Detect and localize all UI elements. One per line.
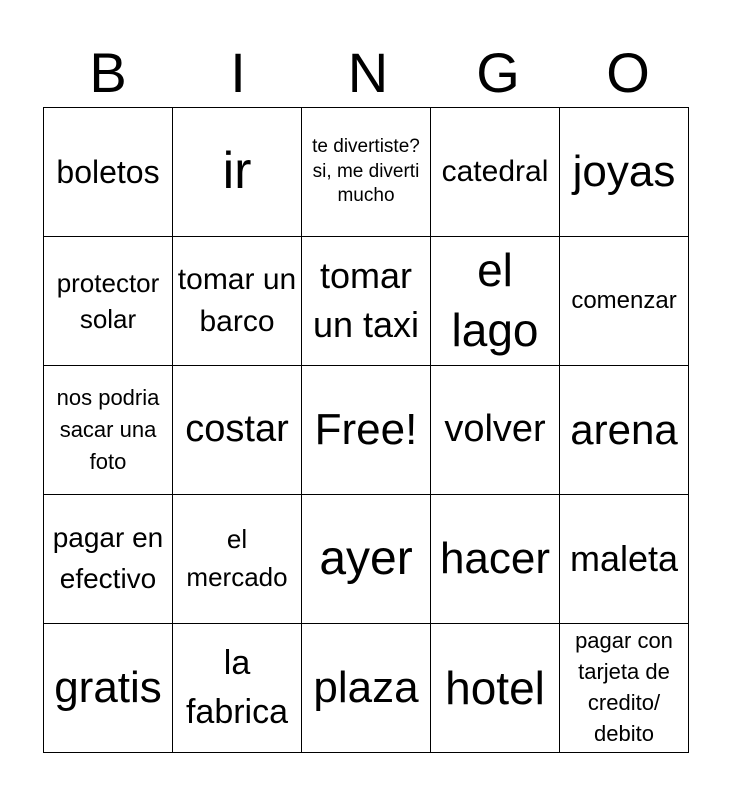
bingo-cell[interactable] (44, 108, 173, 237)
bingo-row (44, 624, 689, 753)
bingo-row (44, 366, 689, 495)
bingo-cell-text: ayer (319, 531, 413, 585)
bingo-cell[interactable] (173, 624, 302, 753)
header-letter-o: O (606, 41, 650, 104)
header-letter-g: G (476, 41, 520, 104)
bingo-cell-text: tomar un taxi (312, 255, 420, 345)
bingo-cell[interactable] (302, 366, 431, 495)
bingo-cell-text: gratis (54, 662, 162, 712)
bingo-cell[interactable] (44, 366, 173, 495)
bingo-cell-text: costar (185, 408, 289, 451)
bingo-cell[interactable] (431, 624, 560, 753)
bingo-cell[interactable] (431, 366, 560, 495)
bingo-cell-text: ir (222, 142, 252, 201)
bingo-cell-text: tomar un barco (177, 263, 297, 338)
bingo-cell-text: te divertiste? si, me diverti mucho (312, 135, 420, 207)
bingo-card-grid (43, 107, 689, 753)
bingo-cell[interactable] (560, 366, 689, 495)
bingo-cell[interactable] (44, 495, 173, 624)
header-letter-n: N (347, 41, 389, 104)
bingo-cell-text: el mercado (186, 524, 288, 592)
bingo-cell[interactable] (173, 237, 302, 366)
bingo-cell-text: hacer (439, 533, 551, 583)
bingo-cell-text: hotel (445, 661, 545, 714)
bingo-row (44, 495, 689, 624)
bingo-row (44, 108, 689, 237)
bingo-cell[interactable] (431, 495, 560, 624)
header-letter-b: B (89, 41, 127, 104)
bingo-cell[interactable] (173, 108, 302, 237)
bingo-cell-text: Free! (314, 404, 418, 454)
bingo-cell-text: volver (444, 408, 546, 451)
bingo-cell[interactable] (302, 108, 431, 237)
bingo-row (44, 237, 689, 366)
bingo-cell[interactable] (560, 624, 689, 753)
bingo-cell[interactable] (560, 495, 689, 624)
bingo-cell[interactable] (173, 495, 302, 624)
bingo-cell-text: arena (570, 405, 678, 453)
bingo-cell[interactable] (560, 237, 689, 366)
bingo-cell-text: pagar con tarjeta de credito/ debito (575, 628, 673, 746)
bingo-header (43, 40, 693, 106)
bingo-cell-text: protector solar (56, 267, 160, 334)
bingo-cell-text: comenzar (571, 287, 677, 315)
bingo-cell-text: catedral (441, 154, 549, 188)
bingo-cell-text: plaza (313, 662, 419, 712)
bingo-cell-text: pagar en efectivo (52, 522, 164, 594)
bingo-cell[interactable] (302, 495, 431, 624)
bingo-cell-text: boletos (56, 153, 160, 190)
bingo-cell-text: nos podria sacar una foto (56, 385, 160, 474)
bingo-cell[interactable] (431, 237, 560, 366)
bingo-cell-text: el lago (451, 244, 539, 356)
bingo-cell[interactable] (44, 624, 173, 753)
header-letter-i: I (230, 41, 246, 104)
bingo-cell-text: la fabrica (185, 643, 289, 731)
bingo-cell-text: joyas (572, 146, 676, 196)
bingo-cell[interactable] (302, 624, 431, 753)
bingo-cell[interactable] (173, 366, 302, 495)
bingo-cell-text: maleta (569, 538, 679, 580)
bingo-cell[interactable] (431, 108, 560, 237)
bingo-cell[interactable] (560, 108, 689, 237)
bingo-cell[interactable] (44, 237, 173, 366)
bingo-cell[interactable] (302, 237, 431, 366)
